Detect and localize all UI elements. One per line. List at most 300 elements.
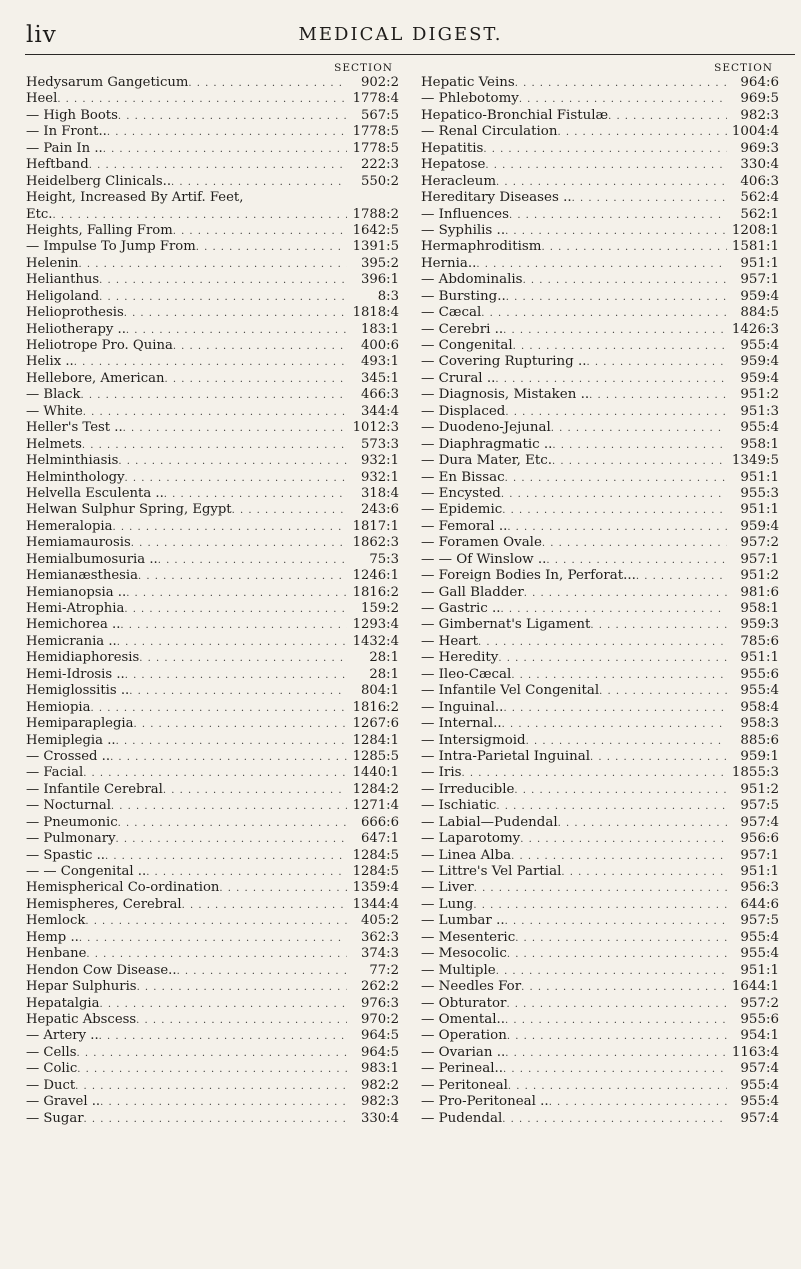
entry-section-number: 785:6 (740, 633, 779, 649)
dot-leader (77, 1062, 347, 1078)
entry-term: Heligoland (26, 288, 100, 304)
dot-leader (74, 355, 347, 371)
dot-leader (138, 569, 347, 585)
entry-term: — Gall Bladder (421, 584, 524, 600)
index-entry (26, 848, 401, 864)
index-entry (26, 765, 401, 781)
entry-section-number: 957:5 (740, 913, 779, 929)
entry-section-number: 1778:5 (352, 140, 399, 156)
dot-leader (478, 635, 727, 651)
entry-section-number: 567:5 (360, 107, 399, 123)
dot-leader (546, 553, 727, 569)
entry-term: Helmets (26, 436, 82, 452)
index-entry (26, 831, 401, 847)
dot-leader (501, 602, 727, 618)
index-entry (26, 157, 401, 173)
entry-term: Hemiparaplegia (26, 716, 134, 732)
dot-leader (502, 503, 727, 519)
dot-leader (173, 339, 347, 355)
dot-leader (507, 520, 727, 536)
dot-leader (173, 224, 347, 240)
entry-term: Hemicrania .. (26, 633, 117, 649)
index-entry (26, 387, 401, 403)
entry-section-number: 183:1 (360, 321, 399, 337)
entry-section-number: 318:4 (360, 485, 399, 501)
entry-term: — Multiple (421, 962, 496, 978)
entry-section-number: 262:2 (360, 979, 399, 995)
entry-term: — Liver (421, 880, 474, 896)
entry-section-number: 1440:1 (352, 765, 399, 781)
index-entry (421, 108, 781, 124)
dot-leader (506, 997, 727, 1013)
dot-leader (131, 536, 347, 552)
entry-section-number: 1426:3 (731, 321, 779, 337)
index-entry (26, 683, 401, 699)
entry-term: — Impulse To Jump From (26, 239, 196, 255)
index-entry (421, 913, 781, 929)
index-entry (26, 91, 401, 107)
entry-term: Hemiamaurosis (26, 535, 131, 551)
dot-leader (86, 947, 347, 963)
index-entry (26, 667, 401, 683)
entry-term: — Ovarian .. (421, 1044, 506, 1060)
dot-leader (542, 536, 727, 552)
dot-leader (126, 323, 347, 339)
index-entry (26, 1111, 401, 1127)
dot-leader (53, 208, 347, 224)
entry-term: — Artery .. (26, 1028, 99, 1044)
entry-section-number: 955:4 (740, 946, 779, 962)
dot-leader (124, 602, 347, 618)
dot-leader (558, 816, 727, 832)
index-entry (26, 946, 401, 962)
entry-term: — Ischiatic (421, 798, 497, 814)
dot-leader (507, 1029, 727, 1045)
dot-leader (515, 931, 727, 947)
index-entry (421, 667, 781, 683)
entry-section-number: 804:1 (360, 683, 399, 699)
entry-section-number: 1391:5 (352, 239, 399, 255)
index-entry (421, 765, 781, 781)
dot-leader (541, 240, 727, 256)
entry-term: — Displaced (421, 403, 506, 419)
entry-term: Hemp .. (26, 929, 79, 945)
index-entry (26, 272, 401, 288)
entry-section-number: 957:4 (740, 1061, 779, 1077)
entry-section-number: 1246:1 (352, 568, 399, 584)
index-entry (26, 864, 401, 880)
dot-leader (519, 92, 727, 108)
dot-leader (590, 750, 727, 766)
index-entry (421, 568, 781, 584)
entry-section-number: 954:1 (740, 1028, 779, 1044)
entry-term: — In Front.. (26, 124, 107, 140)
entry-section-number: 959:1 (740, 748, 779, 764)
entry-term: — Gimbernat's Ligament (421, 617, 591, 633)
entry-term: — Syphilis .. (421, 222, 506, 238)
entry-section-number: 964:5 (360, 1044, 399, 1060)
entry-section-number: 1208:1 (731, 222, 779, 238)
entry-section-number: 970:2 (360, 1011, 399, 1027)
entry-section-number: 345:1 (360, 370, 399, 386)
entry-section-number: 1816:2 (352, 699, 399, 715)
dot-leader (111, 799, 347, 815)
entry-term: Hemlock (26, 913, 86, 929)
dot-leader (118, 109, 347, 125)
index-column-left (26, 62, 401, 1127)
dot-leader (196, 240, 347, 256)
entry-section-number: 28:1 (369, 666, 399, 682)
entry-section-number: 951:1 (740, 864, 779, 879)
index-entry (26, 420, 401, 436)
dot-leader (89, 158, 347, 174)
dot-leader (137, 980, 347, 996)
entry-section-number: 964:6 (740, 75, 779, 90)
entry-section-number: 982:3 (360, 1094, 399, 1110)
dot-leader (483, 142, 727, 158)
entry-term: — Ileo-Cæcal (421, 666, 512, 682)
entry-section-number: 902:2 (360, 75, 399, 90)
entry-term: Hemeralopia (26, 518, 113, 534)
entry-term: — Irreducible (421, 781, 515, 797)
entry-section-number: 1862:3 (352, 535, 399, 551)
entry-term: Heracleum (421, 173, 497, 189)
entry-term: Helminthiasis (26, 453, 119, 469)
entry-section-number: 955:4 (740, 1094, 779, 1110)
dot-leader (503, 701, 727, 717)
entry-section-number: 1778:5 (352, 124, 399, 140)
index-entry (421, 420, 781, 436)
index-entry (421, 683, 781, 699)
entry-term: — Heredity (421, 650, 499, 666)
entry-section-number: 330:4 (360, 1110, 399, 1126)
index-entry (421, 207, 781, 223)
page-header (0, 18, 801, 48)
entry-term: Hepatitis (421, 140, 484, 156)
entry-section-number: 1432:4 (352, 633, 399, 649)
index-entry (421, 946, 781, 962)
entry-term: Hemianopsia .. (26, 584, 127, 600)
entry-term: Hemidiaphoresis (26, 650, 140, 666)
dot-leader (83, 405, 347, 421)
dot-leader (636, 569, 727, 585)
index-entry (421, 782, 781, 798)
index-entry (421, 897, 781, 913)
index-entry (26, 174, 401, 190)
index-entry (421, 601, 781, 617)
entry-section-number: 400:6 (360, 338, 399, 353)
entry-section-number: 955:4 (740, 683, 779, 699)
index-entry (26, 437, 401, 453)
entry-section-number: 955:3 (740, 485, 779, 501)
entry-term: — Labial—Pudendal (421, 814, 558, 830)
entry-term: — Pain In .. (26, 140, 103, 156)
entry-section-number: 955:6 (740, 1011, 779, 1027)
entry-term: Hepatose (421, 157, 486, 173)
entry-section-number: 958:4 (740, 699, 779, 715)
dot-leader (165, 372, 347, 388)
dot-leader (557, 125, 727, 141)
index-entry (421, 354, 781, 370)
index-entry (421, 552, 781, 568)
entry-section-number: 1817:1 (352, 518, 399, 534)
entry-term: — Obturator (421, 995, 507, 1011)
entry-section-number: 957:2 (740, 535, 779, 551)
entry-section-number: 951:1 (740, 502, 779, 518)
entry-section-number: 1778:4 (352, 91, 399, 107)
dot-leader (146, 865, 347, 881)
index-entry (421, 617, 781, 633)
entry-term: — Infantile Vel Congenital (421, 683, 600, 699)
entry-term: Heights, Falling From (26, 222, 173, 238)
dot-leader (587, 355, 727, 371)
entry-term: — Duodeno-Jejunal (421, 420, 551, 436)
dot-leader (485, 158, 727, 174)
index-entry (26, 733, 401, 749)
entry-section-number: 77:2 (369, 962, 399, 978)
entry-section-number: 959:4 (740, 370, 779, 386)
index-entry (26, 141, 401, 157)
dot-leader (505, 405, 727, 421)
entry-term: — Facial (26, 765, 84, 781)
entry-term: Hemi-Idrosis .. (26, 666, 125, 682)
entry-section-number: 958:1 (740, 436, 779, 452)
index-entry (26, 470, 401, 486)
entry-term: Heliotrope Pro. Quina (26, 338, 173, 353)
index-entry (26, 535, 401, 551)
entry-term: — — Congenital .. (26, 864, 147, 879)
index-entry (421, 1028, 781, 1044)
entry-section-number: 951:2 (740, 781, 779, 797)
dot-leader (496, 964, 727, 980)
entry-term: Hedysarum Gangeticum (26, 75, 189, 90)
entry-term: — Renal Circulation (421, 124, 558, 140)
entry-section-number: 957:4 (740, 814, 779, 830)
index-entry (421, 585, 781, 601)
entry-section-number: 957:1 (740, 551, 779, 567)
entry-term: Hemiglossitis .. (26, 683, 130, 699)
entry-term: — Pneumonic (26, 814, 118, 830)
dot-leader (496, 175, 727, 191)
entry-section-number: 1004:4 (731, 124, 779, 140)
entry-section-number: 959:3 (740, 617, 779, 633)
dot-leader (57, 92, 347, 108)
page-title: MEDICAL DIGEST. (298, 24, 503, 45)
entry-section-number: 959:4 (740, 288, 779, 304)
entry-term: Hermaphroditism (421, 239, 542, 255)
dot-leader (505, 914, 727, 930)
entry-term: Hellebore, American (26, 370, 165, 386)
entry-section-number: 493:1 (360, 354, 399, 370)
entry-section-number: 222:3 (360, 157, 399, 173)
dot-leader (608, 109, 727, 125)
index-entry (26, 601, 401, 617)
entry-section-number: 405:2 (360, 913, 399, 929)
entry-term: — High Boots (26, 107, 118, 123)
index-entry (421, 404, 781, 420)
entry-term: Helix .. (26, 354, 74, 370)
index-entry (26, 108, 401, 124)
entry-term: — White (26, 403, 83, 419)
dot-leader (515, 76, 727, 92)
entry-section-number: 159:2 (360, 601, 399, 616)
entry-section-number: 959:4 (740, 354, 779, 370)
index-entry (26, 223, 401, 239)
index-entry (421, 535, 781, 551)
entry-term: Henbane (26, 946, 87, 962)
entry-section-number: 951:1 (740, 469, 779, 485)
entry-term: — Omental.. (421, 1011, 506, 1027)
dot-leader (481, 306, 727, 322)
dot-leader (474, 881, 727, 897)
dot-leader (118, 454, 347, 470)
entry-term: Hendon Cow Disease.. (26, 962, 177, 978)
entry-section-number: 951:1 (740, 255, 779, 271)
entry-section-number: 562:4 (740, 190, 779, 206)
index-entry (421, 190, 781, 206)
entry-section-number: 1285:5 (352, 748, 399, 764)
index-entry (26, 979, 401, 995)
entry-term: — Littre's Vel Partial (421, 864, 562, 879)
entry-section-number: 951:2 (740, 568, 779, 584)
entry-section-number: 1644:1 (731, 979, 779, 995)
index-entry (421, 256, 781, 272)
header-rule (25, 54, 795, 55)
index-entry (421, 289, 781, 305)
index-entry (421, 174, 781, 190)
entry-term: — Femoral .. (421, 518, 508, 534)
entry-section-number: 243:6 (360, 502, 399, 518)
entry-term: — Iris (421, 765, 462, 781)
entry-section-number: 362:3 (360, 929, 399, 945)
entry-term: Hereditary Diseases .. (421, 190, 572, 206)
page-number: liv (26, 22, 57, 48)
entry-section-number: 396:1 (360, 272, 399, 288)
dot-leader (511, 668, 727, 684)
dot-leader (524, 586, 727, 602)
index-entry (26, 880, 401, 896)
dot-leader (599, 684, 727, 700)
entry-term: — Internal.. (421, 716, 502, 732)
entry-term: Hemi-Atrophia (26, 601, 125, 616)
dot-leader (83, 766, 347, 782)
entry-section-number: 395:2 (360, 255, 399, 271)
index-entry (26, 207, 401, 223)
index-entry (26, 552, 401, 568)
dot-leader (502, 1112, 727, 1128)
entry-term: — Spastic .. (26, 847, 105, 863)
dot-leader (158, 553, 347, 569)
entry-term: Hemispherical Co-ordination (26, 880, 220, 896)
dot-leader (552, 454, 727, 470)
index-entry (26, 798, 401, 814)
index-entry (26, 354, 401, 370)
index-entry (421, 223, 781, 239)
section-column-label: SECTION (334, 62, 393, 74)
index-entry (26, 650, 401, 666)
entry-section-number: 957:5 (740, 798, 779, 814)
entry-section-number: 957:4 (740, 1110, 779, 1126)
index-entry (26, 1078, 401, 1094)
index-entry (421, 502, 781, 518)
dot-leader (99, 290, 347, 306)
dot-leader (123, 421, 347, 437)
entry-section-number: 28:1 (369, 650, 399, 666)
dot-leader (124, 306, 347, 322)
entry-section-number: 964:5 (360, 1028, 399, 1044)
index-entry (26, 996, 401, 1012)
dot-leader (514, 783, 727, 799)
index-entry (421, 1045, 781, 1061)
dot-leader (182, 898, 347, 914)
entry-term: Helvella Esculenta .. (26, 485, 164, 501)
entry-section-number: 1284:2 (352, 781, 399, 797)
entry-term: — Heart (421, 633, 479, 649)
dot-leader (495, 372, 727, 388)
entry-section-number: 573:3 (360, 436, 399, 452)
entry-section-number: 1163:4 (731, 1044, 779, 1060)
entry-term: Helwan Sulphur Spring, Egypt (26, 502, 232, 518)
index-entry (421, 1111, 781, 1127)
entry-term: — Colic (26, 1061, 78, 1077)
dot-leader (552, 438, 727, 454)
entry-section-number: 647:1 (360, 831, 399, 847)
index-entry (421, 848, 781, 864)
index-entry (26, 1045, 401, 1061)
entry-term: — Cerebri .. (421, 321, 504, 337)
dot-leader (507, 947, 727, 963)
dot-leader (590, 618, 727, 634)
entry-section-number: 932:1 (360, 453, 399, 469)
dot-leader (103, 142, 347, 158)
entry-section-number: 1267:6 (352, 716, 399, 732)
section-column-label: SECTION (714, 62, 773, 74)
dot-leader (133, 717, 347, 733)
entry-section-number: 1855:3 (731, 765, 779, 781)
dot-leader (82, 438, 347, 454)
dot-leader (99, 273, 347, 289)
index-entry (421, 864, 781, 880)
entry-section-number: 982:2 (360, 1077, 399, 1093)
index-entry (421, 716, 781, 732)
dot-leader (125, 668, 347, 684)
entry-term: — Foramen Ovale (421, 535, 542, 551)
entry-term: Hemianæsthesia (26, 568, 138, 584)
dot-leader (473, 898, 727, 914)
entry-section-number: 957:1 (740, 847, 779, 863)
entry-section-number: 1012:3 (352, 420, 399, 436)
entry-section-number: 1581:1 (731, 239, 779, 255)
entry-term: — Covering Rupturing .. (421, 354, 587, 370)
entry-section-number: 981:6 (740, 584, 779, 600)
entry-section-number: 955:4 (740, 929, 779, 945)
entry-term: Heliotherapy .. (26, 321, 126, 337)
entry-term: — Perineal.. (421, 1061, 503, 1077)
index-entry (421, 486, 781, 502)
dot-leader (505, 1013, 727, 1029)
entry-term: — Duct (26, 1077, 76, 1093)
entry-section-number: 955:4 (740, 1077, 779, 1093)
dot-leader (506, 290, 727, 306)
entry-section-number: 75:3 (369, 551, 399, 567)
dot-leader (503, 1062, 727, 1078)
entry-section-number: 1284:5 (352, 864, 399, 879)
entry-term: Heftband (26, 157, 89, 173)
entry-section-number: 1349:5 (731, 453, 779, 469)
index-entry (26, 124, 401, 140)
index-entry (26, 1012, 401, 1028)
dot-leader (126, 586, 347, 602)
